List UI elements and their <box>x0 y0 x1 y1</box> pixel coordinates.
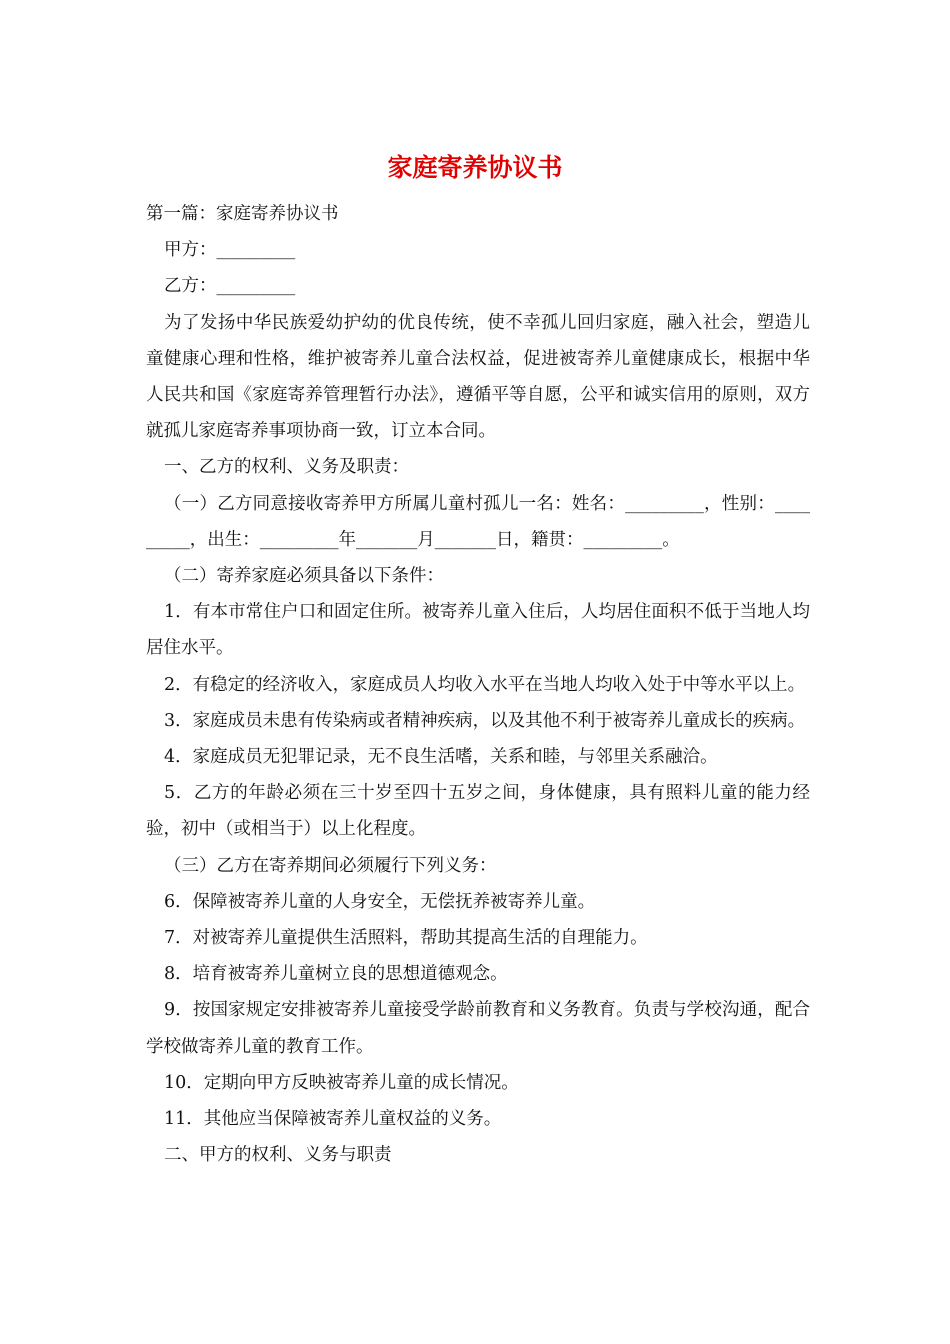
party-a-line: 甲方：_________ <box>164 240 296 261</box>
document-title: 家庭寄养协议书 <box>387 153 563 182</box>
clause-item: 9．按国家规定安排被寄养儿童接受学龄前教育和义务教育。负责与学校沟通，配合学校做寄养儿童的教育工作。 <box>146 1000 810 1057</box>
clause-item: 2．有稳定的经济收入，家庭成员人均收入水平在当地人均收入处于中等水平以上。 <box>164 674 806 695</box>
party-b-line: 乙方：_________ <box>164 276 296 297</box>
clause-item: 3．家庭成员未患有传染病或者精神疾病，以及其他不利于被寄养儿童成长的疾病。 <box>164 710 806 731</box>
clause-item: 6．保障被寄养儿童的人身安全，无偿抚养被寄养儿童。 <box>164 891 596 912</box>
clause-item: 4．家庭成员无犯罪记录，无不良生活嗜，关系和睦，与邻里关系融洽。 <box>164 747 718 768</box>
clause-heading: （二）寄养家庭必须具备以下条件： <box>164 566 444 587</box>
clause-heading: 二、甲方的权利、义务与职责 <box>164 1145 392 1166</box>
clause-item: 10．定期向甲方反映被寄养儿童的成长情况。 <box>164 1072 519 1093</box>
clause-item: 5．乙方的年龄必须在三十岁至四十五岁之间，身体健康，具有照料儿童的能力经验，初中（或相当于）以上化程度。 <box>146 783 810 840</box>
clause-heading: （三）乙方在寄养期间必须履行下列义务： <box>164 855 497 876</box>
section-heading: 第一篇：家庭寄养协议书 <box>146 204 339 224</box>
clause-paragraph: （一）乙方同意接收寄养甲方所属儿童村孤儿一名：姓名：_________，性别：_________，出生：_________年_______月_______日，籍贯：_________。 <box>146 493 810 550</box>
document-body <box>146 196 810 1173</box>
clause-item: 11．其他应当保障被寄养儿童权益的义务。 <box>164 1109 502 1130</box>
clause-heading: 一、乙方的权利、义务及职责： <box>164 457 409 478</box>
clause-item: 7．对被寄养儿童提供生活照料，帮助其提高生活的自理能力。 <box>164 928 648 949</box>
clause-item: 1．有本市常住户口和固定住所。被寄养儿童入住后，人均居住面积不低于当地人均居住水平。 <box>146 602 810 659</box>
preamble-paragraph: 为了发扬中华民族爱幼护幼的优良传统，使不幸孤儿回归家庭，融入社会，塑造儿童健康心理和性格，维护被寄养儿童合法权益，促进被寄养儿童健康成长，根据中华人民共和国《家庭寄养管理暂行办法》，遵循平等自愿，公平和诚实信用的原则，双方就孤儿家庭寄养事项协商一致，订立本合同。 <box>146 312 810 442</box>
clause-item: 8．培育被寄养儿童树立良的思想道德观念。 <box>164 964 508 985</box>
